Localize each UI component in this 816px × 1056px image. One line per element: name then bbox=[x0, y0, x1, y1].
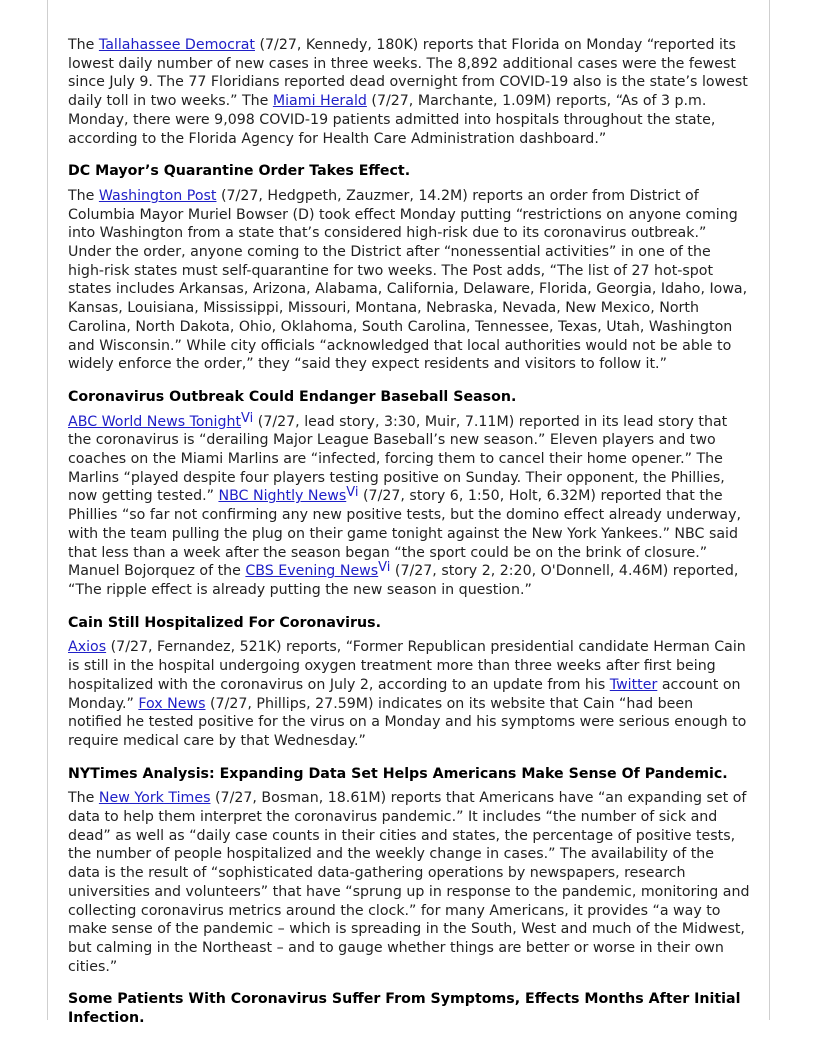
article-section bbox=[68, 36, 750, 148]
source-link[interactable]: Twitter bbox=[609, 676, 658, 693]
article-section bbox=[68, 614, 750, 751]
paragraph-text: account on Monday.” bbox=[68, 676, 741, 712]
paragraph-text: (7/27, lead story, 3:30, Muir, 7.11M) reported in its lead story that the coronavirus is “derailing Major League Baseball’s new season.” Eleven players and two coaches on the Miami Marlins are “infected, forcing them to cancel their home opener.” The Marlins “played despite four players testing positive on Sunday. Their opponent, the Phillies, now getting tested.” bbox=[68, 413, 728, 505]
paragraph-text: (7/27, Fernandez, 521K) reports, “Former Republican presidential candidate Herman Cain is still in the hospital undergoing oxygen treatment more than three weeks after first being hospitalized with the coronavirus on July 2, according to an update from his bbox=[68, 639, 746, 693]
article-paragraph bbox=[68, 187, 750, 374]
paragraph-text: The bbox=[68, 37, 99, 53]
source-link[interactable]: Washington Post bbox=[98, 187, 217, 204]
article-heading: DC Mayor’s Quarantine Order Takes Effect. bbox=[68, 163, 411, 180]
paragraph-text: (7/27, Kennedy, 180K) reports that Florida on Monday “reported its lowest daily number of new cases in three weeks. The 8,892 additional cases were the fewest since July 9. The 77 Floridians reported dead overnight from COVID-19 also is the state’s lowest daily toll in two weeks.” The bbox=[68, 37, 748, 110]
article-section bbox=[68, 388, 750, 600]
video-marker[interactable]: Vi bbox=[241, 410, 254, 426]
paragraph-text: (7/27, Bosman, 18.61M) reports that Americans have “an expanding set of data to help them interpret the coronavirus pandemic.” It includes “the number of sick and dead” as well as “daily case counts in their cities and states, the percentage of positive tests, the number of people hospitalized and the weekly change in cases.” The availability of the data is the result of “sophisticated data-gathering operations by newspapers, research universities and volunteers” that have “sprung up in response to the pandemic, monitoring and collecting coronavirus metrics around the clock.” for many Americans, it provides “a way to make sense of the pandemic – which is spreading in the South, West and much of the Midwest, but calming in the Northeast – and to gauge whether things are better or worse in their own cities.” bbox=[68, 790, 750, 975]
paragraph-text: The bbox=[68, 187, 99, 204]
source-link[interactable]: NBC Nightly News bbox=[218, 488, 347, 505]
paragraph-text: The bbox=[68, 790, 99, 807]
paragraph-text: (7/27, Phillips, 27.59M) indicates on its website that Cain “had been notified he tested positive for the virus on a Monday and his symptoms were serious enough to require medical care by that Wednesday.” bbox=[68, 695, 747, 749]
article-section bbox=[68, 162, 750, 374]
paragraph-text: (7/27, Hedgpeth, Zauzmer, 14.2M) reports an order from District of Columbia Mayor Muriel Bowser (D) took effect Monday putting “restrictions on anyone coming into Washington from a state that’s considered high-risk due to its coronavirus outbreak.” Under the order, anyone coming to the District after “nonessential activities” in one of the high-risk states must self-quarantine for two weeks. The Post adds, “The list of 27 hot-spot states includes Arkansas, Arizona, Alabama, California, Delaware, Florida, Georgia, Idaho, Iowa, Kansas, Louisiana, Mississippi, Missouri, Montana, Nebraska, Nevada, New Mexico, North Carolina, North Dakota, Ohio, Oklahoma, South Carolina, Tennessee, Texas, Utah, Washington and Wisconsin.” While city officials “acknowledged that local authorities would not be able to widely enforce the order,” they “said they expect residents and visitors to follow it.” bbox=[68, 187, 748, 373]
source-link[interactable]: Miami Herald bbox=[272, 93, 367, 110]
article-section bbox=[68, 765, 750, 977]
article-paragraph bbox=[68, 638, 750, 750]
article-paragraph bbox=[68, 789, 750, 976]
paragraph-text: (7/27, Marchante, 1.09M) reports, “As of 3 p.m. Monday, there were 9,098 COVID-19 patients admitted into hospitals throughout the state, according to the Florida Agency for Health Care Administration dashboard.” bbox=[68, 93, 716, 147]
paragraph-text: (7/27, story 6, 1:50, Holt, 6.32M) reported that the Phillies “so far not confirming any new positive tests, but the domino effect already underway, with the team pulling the plug on their game tonight against the New York Yankees.” NBC said that less than a week after the season began “the sport could be on the brink of closure.” Manuel Bojorquez of the bbox=[68, 488, 741, 580]
source-link[interactable]: New York Times bbox=[98, 790, 211, 807]
source-link[interactable]: CBS Evening News bbox=[245, 563, 379, 580]
paragraph-text: (7/27, story 2, 2:20, O'Donnell, 4.46M) reported, “The ripple effect is already putting the new season in question.” bbox=[68, 563, 739, 598]
source-link[interactable]: Tallahassee Democrat bbox=[98, 37, 255, 53]
video-marker[interactable]: Vi bbox=[378, 560, 391, 576]
article-paragraph bbox=[68, 36, 750, 148]
source-link[interactable]: Axios bbox=[68, 639, 107, 656]
video-marker[interactable]: Vi bbox=[346, 485, 359, 501]
article-heading: NYTimes Analysis: Expanding Data Set Helps Americans Make Sense Of Pandemic. bbox=[68, 765, 728, 782]
article-heading: Cain Still Hospitalized For Coronavirus. bbox=[68, 614, 381, 631]
article-section bbox=[68, 990, 750, 1027]
newsletter-body bbox=[68, 36, 750, 1042]
source-link[interactable]: ABC World News Tonight bbox=[68, 413, 242, 430]
source-link[interactable]: Fox News bbox=[138, 695, 206, 712]
article-paragraph bbox=[68, 410, 750, 600]
article-heading: Some Patients With Coronavirus Suffer From Symptoms, Effects Months After Initial Infection. bbox=[68, 991, 741, 1027]
article-heading: Coronavirus Outbreak Could Endanger Baseball Season. bbox=[68, 388, 517, 405]
